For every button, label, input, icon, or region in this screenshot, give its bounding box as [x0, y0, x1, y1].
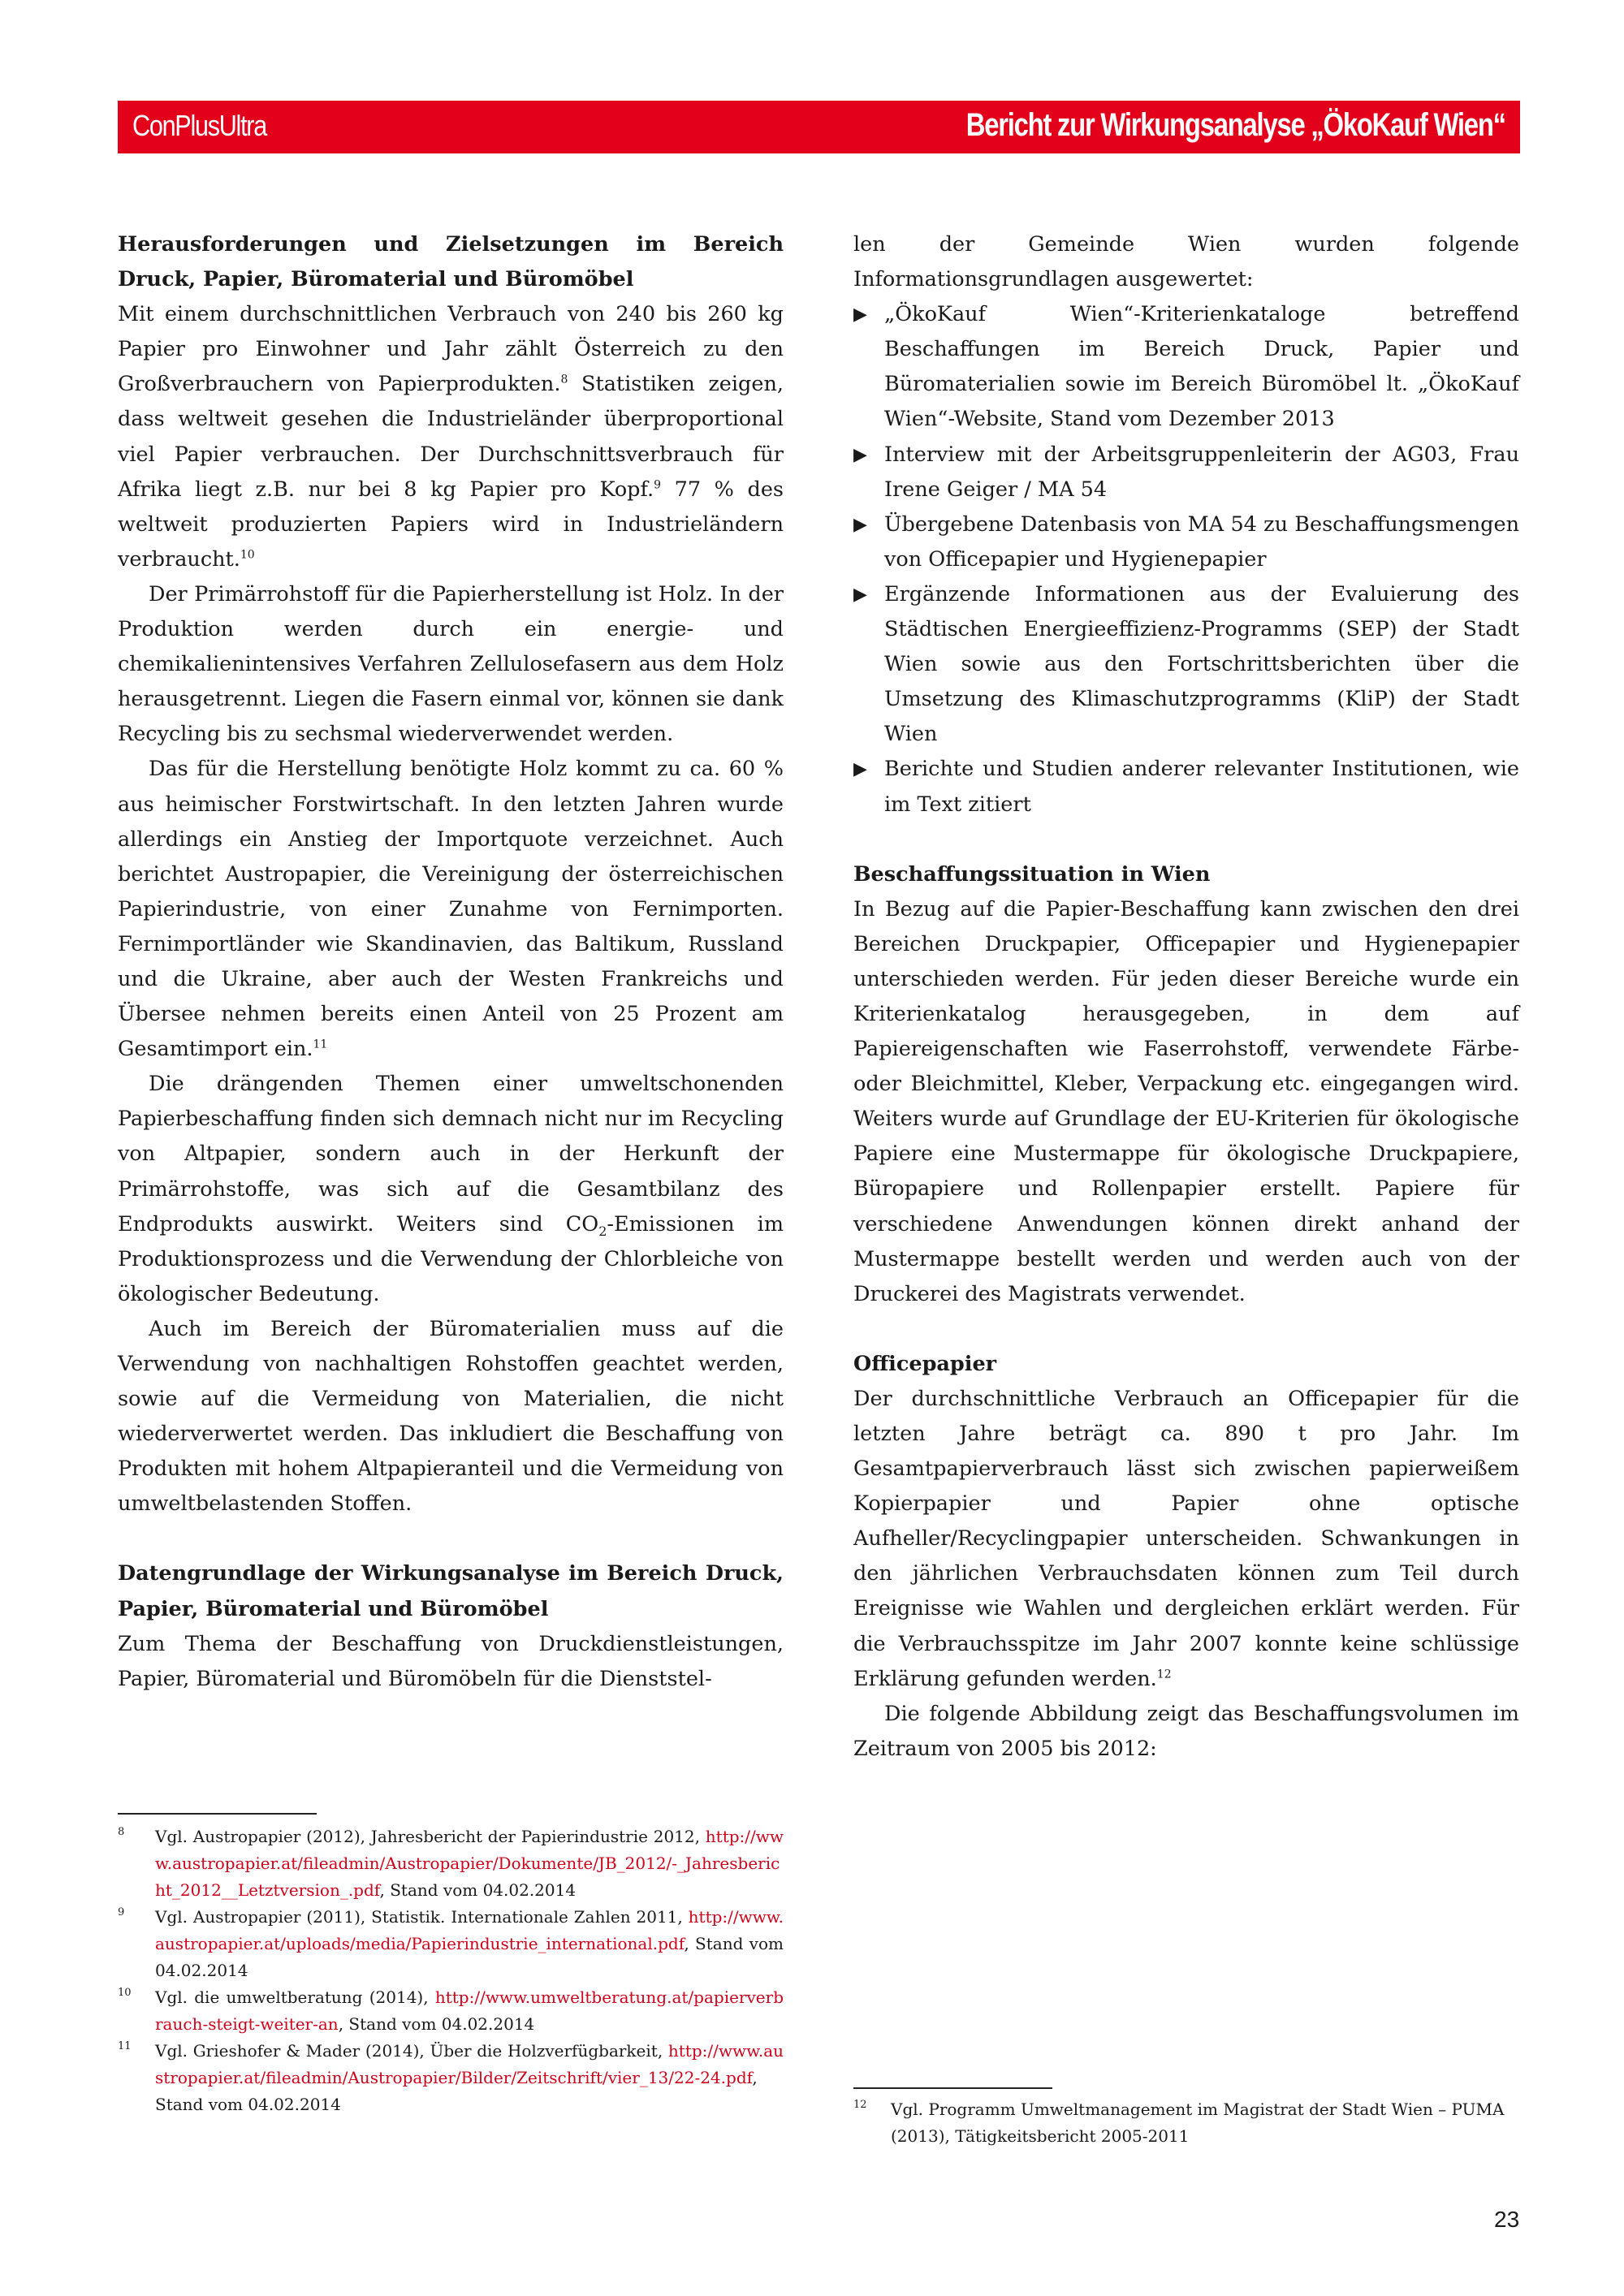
- paragraph: [118, 1067, 784, 1312]
- section-heading: Herausforderungen und Zielsetzungen im Bereich Druck, Papier, Büromaterial und Büromöbel: [118, 232, 784, 292]
- footnote-ref[interactable]: 12: [1156, 1668, 1172, 1681]
- brand-name: ConPlusUltra: [132, 109, 266, 142]
- subscript: 2: [598, 1223, 607, 1239]
- text: Mit einem durchschnittlichen Verbrauch von 240 bis 260 kg Papier pro Einwohner und Jahr zählt Österreich zu den Großverbrauchern von Papierprodukten.: [118, 302, 784, 397]
- triangle-bullet-icon: ▶: [853, 444, 867, 465]
- paragraph: len der Gemeinde Wien wurden folgende Informationsgrundlagen ausgewertet:: [853, 232, 1519, 292]
- right-column: [853, 227, 1519, 1767]
- text: Der durchschnittliche Verbrauch an Officepapier für die letzten Jahre beträgt ca. 890 t pro Jahr. Im Gesamtpapierverbrauch lässt sich zwischen papierweißem Kopierpapier und Papier ohne optische Aufheller/Recyclingpapier unterscheiden. Schwankungen in den jährlichen Verbrauchsdaten können zum Teil durch Ereignisse wie Wahlen und dergleichen erklärt werden. Für die Verbrauchsspitze im Jahr 2007 konnte keine schlüssige Erklärung gefunden werden.: [853, 1386, 1519, 1691]
- footnote-link[interactable]: http://www.austropapier.at/uploads/media/Papierindustrie_international.pdf: [155, 1907, 784, 1953]
- footnotes-right: [853, 2096, 1519, 2150]
- left-column: [118, 227, 784, 1697]
- section-heading: Beschaffungssituation in Wien: [853, 861, 1211, 887]
- footnote-link[interactable]: http://www.austropapier.at/fileadmin/Austropapier/Dokumente/JB_2012/-_Jahresbericht_2012__Letztversion_.pdf: [155, 1827, 784, 1900]
- footnote-number: 12: [853, 2099, 867, 2111]
- text: Berichte und Studien anderer relevanter Institutionen, wie im Text zitiert: [884, 757, 1519, 817]
- paragraph: [118, 297, 784, 577]
- paragraph: [853, 1382, 1519, 1697]
- section-heading: Officepapier: [853, 1351, 997, 1376]
- list-item: [853, 507, 1519, 577]
- text: Vgl. die umweltberatung (2014),: [155, 1987, 435, 2007]
- text: Interview mit der Arbeitsgruppenleiterin der AG03, Frau Irene Geiger / MA 54: [884, 442, 1519, 502]
- text: Vgl. Grieshofer & Mader (2014), Über die Holzverfügbarkeit,: [155, 2041, 668, 2061]
- paragraph: Auch im Bereich der Büromaterialien muss auf die Verwendung von nachhaltigen Rohstoffen geachtet werden, sowie auf die Vermeidung von Materialien, die nicht wiederverwertet werden. Das inkludiert die Beschaffung von Produkten mit hohem Altpapieranteil und die Vermeidung von umweltbelastenden Stoffen.: [118, 1316, 784, 1517]
- text: Übergebene Datenbasis von MA 54 zu Beschaffungsmengen von Officepapier und Hygienepapier: [884, 511, 1519, 572]
- page-number: 23: [1494, 2207, 1520, 2232]
- footnote: [853, 2096, 1519, 2150]
- footnote-ref[interactable]: 10: [240, 548, 255, 562]
- source-list: [853, 297, 1519, 822]
- triangle-bullet-icon: ▶: [853, 514, 867, 535]
- footnote: [118, 1904, 784, 1984]
- text: , Stand vom 04.02.2014: [155, 1934, 784, 1980]
- text: Vgl. Programm Umweltmanagement im Magistrat der Stadt Wien – PUMA (2013), Tätigkeitsbericht 2005-2011: [891, 2100, 1505, 2146]
- footnote: [118, 1823, 784, 1904]
- page-header: [118, 101, 1520, 153]
- footnote-ref[interactable]: 11: [313, 1038, 328, 1051]
- triangle-bullet-icon: ▶: [853, 584, 867, 605]
- text: Statistiken zeigen, dass weltweit gesehen die Industrieländer überproportional viel Papier verbrauchen. Der Durchschnittsverbrauch für Afrika liegt z.B. nur bei 8 kg Papier pro Kopf.: [118, 372, 784, 502]
- list-item: [853, 752, 1519, 822]
- paragraph: In Bezug auf die Papier-Beschaffung kann zwischen den drei Bereichen Druckpapier, Officepapier und Hygienepapier unterschieden werden. Für jeden dieser Bereiche wurde ein Kriterienkatalog herausgegeben, in dem auf Papiereigenschaften wie Faserrohstoff, verwendete Färbe- oder Bleichmittel, Kleber, Verpackung etc. eingegangen wird. Weiters wurde auf Grundlage der EU-Kriterien für ökologische Papiere eine Mustermappe für ökologische Druckpapiere, Büropapiere und Rollenpapier erstellt. Papiere für verschiedene Anwendungen können direkt anhand der Mustermappe bestellt werden und werden auch von der Druckerei des Magistrats verwendet.: [853, 896, 1519, 1306]
- footnote: [118, 1984, 784, 2038]
- paragraph: Die folgende Abbildung zeigt das Beschaffungsvolumen im Zeitraum von 2005 bis 2012:: [853, 1701, 1519, 1761]
- text: „ÖkoKauf Wien“-Kriterienkataloge betreffend Beschaffungen im Bereich Druck, Papier und Büromaterialien sowie im Bereich Büromöbel lt. „ÖkoKauf Wien“-Website, Stand vom Dezember 2013: [884, 302, 1519, 432]
- text: Die drängenden Themen einer umweltschonenden Papierbeschaffung finden sich demnach nicht nur im Recycling von Altpapier, sondern auch in der Herkunft der Primärrohstoffe, was sich auf die Gesamtbilanz des Endprodukts auswirkt. Weiters sind CO: [118, 1072, 784, 1236]
- footnote-divider: [853, 2087, 1052, 2089]
- text: , Stand vom 04.02.2014: [379, 1880, 577, 1900]
- footnote-number: 11: [118, 2040, 132, 2052]
- list-item: [853, 297, 1519, 437]
- footnote-link[interactable]: http://www.umweltberatung.at/papierverbrauch-steigt-weiter-an: [155, 1987, 784, 2034]
- footnote-number: 8: [118, 1826, 125, 1838]
- document-title: Bericht zur Wirkungsanalyse „ÖkoKauf Wien“: [965, 107, 1505, 143]
- footnote-number: 10: [118, 1987, 132, 1999]
- text: Vgl. Austropapier (2011), Statistik. Internationale Zahlen 2011,: [155, 1907, 689, 1927]
- footnote-number: 9: [118, 1906, 125, 1918]
- triangle-bullet-icon: ▶: [853, 759, 867, 780]
- list-item: [853, 438, 1519, 507]
- footnote-link[interactable]: http://www.austropapier.at/fileadmin/Austropapier/Bilder/Zeitschrift/vier_13/22-24.pdf: [155, 2041, 784, 2087]
- footnote: [118, 2038, 784, 2118]
- text: Vgl. Austropapier (2012), Jahresbericht der Papierindustrie 2012,: [155, 1827, 706, 1846]
- footnote-ref[interactable]: 8: [560, 373, 568, 386]
- footnote-ref[interactable]: 9: [654, 478, 662, 492]
- text: Ergänzende Informationen aus der Evaluierung des Städtischen Energieeffizienz-Programms (SEP) der Stadt Wien sowie aus den Fortschrittsberichten über die Umsetzung des Klimaschutzprogramms (KliP) der Stadt Wien: [884, 581, 1519, 747]
- footnotes-left: [118, 1823, 784, 2118]
- footnote-divider: [118, 1813, 317, 1815]
- text: 77 % des weltweit produzierten Papiers wird in Industrieländern verbraucht.: [118, 477, 784, 572]
- text: , Stand vom 04.02.2014: [338, 2014, 535, 2034]
- paragraph: Der Primärrohstoff für die Papierherstellung ist Holz. In der Produktion werden durch ein energie- und chemikalienintensives Verfahren Zellulosefasern aus dem Holz herausgetrennt. Liegen die Fasern einmal vor, können sie dank Recycling bis zu sechsmal wiederverwendet werden.: [118, 581, 784, 747]
- section-heading: Datengrundlage der Wirkungsanalyse im Bereich Druck, Papier, Büromaterial und Büromöbel: [118, 1561, 784, 1621]
- list-item: [853, 577, 1519, 752]
- text: -Emissionen im Produktionsprozess und die Verwendung der Chlorbleiche von ökologischer Bedeutung.: [118, 1211, 784, 1306]
- paragraph: Zum Thema der Beschaffung von Druckdienstleistungen, Papier, Büromaterial und Büromöbeln für die Dienststel-: [118, 1631, 784, 1691]
- text: , Stand vom 04.02.2014: [155, 2068, 758, 2114]
- text: Das für die Herstellung benötigte Holz kommt zu ca. 60 % aus heimischer Forstwirtschaft. In den letzten Jahren wurde allerdings ein Anstieg der Importquote verzeichnet. Auch berichtet Austropapier, die Vereinigung der österreichischen Papierindustrie, von einer Zunahme von Fernimporten. Fernimportländer wie Skandinavien, das Baltikum, Russland und die Ukraine, aber auch der Westen Frankreichs und Übersee nehmen bereits einen Anteil von 25 Prozent am Gesamtimport ein.: [118, 757, 784, 1062]
- paragraph: [118, 752, 784, 1067]
- triangle-bullet-icon: ▶: [853, 304, 867, 326]
